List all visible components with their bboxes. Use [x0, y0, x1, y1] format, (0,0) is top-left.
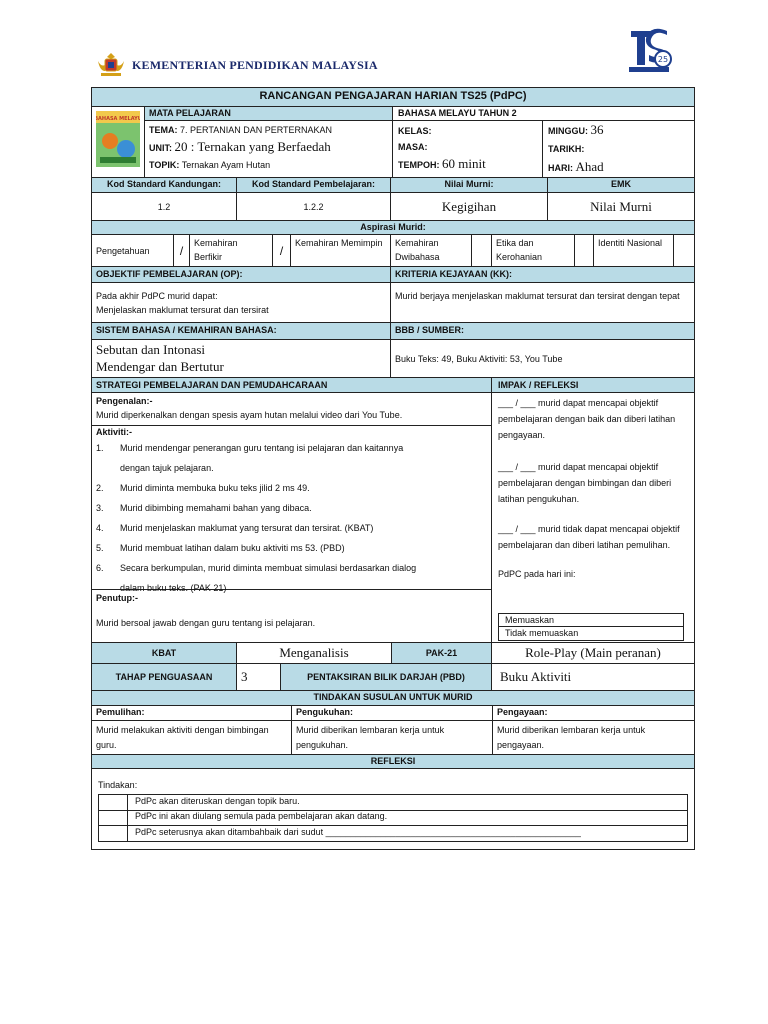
kbat-row [92, 643, 694, 664]
pengukuhan-text: Murid diberikan lembaran kerja untuk pengukuhan. [292, 721, 493, 754]
kod-sk-value: 1.2 [92, 193, 237, 220]
sistem-header-row [92, 323, 694, 340]
pak21-value: Role-Play (Main peranan) [525, 645, 661, 660]
pdpc-label: PdPC pada hari ini: [498, 569, 576, 579]
aktiviti-item: 4. Murid menjelaskan maklumat yang tersurat dan tersirat. (KBAT) [96, 523, 374, 533]
book-cover-text: BAHASA MELAYU [96, 116, 140, 122]
aspirasi-tick-1: / [174, 235, 190, 266]
emk-value: Nilai Murni [590, 198, 652, 214]
ministry-title: KEMENTERIAN PENDIDIKAN MALAYSIA [132, 58, 378, 72]
masa-label: MASA: [398, 142, 428, 152]
pemulihan-label: Pemulihan: [92, 706, 292, 720]
sistem-line2: Mendengar dan Bertutur [96, 359, 224, 374]
objektif-header-row [92, 267, 694, 283]
pengenalan-label: Pengenalan:- [96, 396, 153, 406]
refleksi-body [92, 769, 694, 849]
kod-sp-value: 1.2.2 [237, 193, 391, 220]
minggu-value: 36 [590, 122, 604, 137]
aspirasi-title: Aspirasi Murid: [360, 222, 426, 232]
tindakan-refleksi-label: Tindakan: [98, 780, 138, 790]
topik-value: Ternakan Ayam Hutan [181, 160, 271, 170]
kod-sk-label: Kod Standard Kandungan: [92, 178, 237, 192]
pdpc-tidak-memuaskan[interactable]: Tidak memuaskan [505, 628, 579, 638]
emk-label: EMK [611, 179, 631, 189]
aktiviti-item: dalam buku teks. (PAK 21) [120, 583, 227, 593]
op-line2: Menjelaskan maklumat tersurat dan tersirat [96, 305, 269, 315]
unit-label: UNIT: [149, 143, 172, 153]
tempoh-value: 60 minit [442, 156, 486, 171]
refleksi-option[interactable]: PdPc seterusnya akan ditambahbaik dari sudut ___________________________________________________ [99, 825, 687, 841]
aktiviti-list [96, 438, 487, 598]
kk-text: Murid berjaya menjelaskan maklumat tersurat dan tersirat dengan tepat [395, 291, 680, 301]
minggu-label: MINGGU: [548, 126, 588, 136]
pbd-label: PENTAKSIRAN BILIK DARJAH (PBD) [281, 664, 492, 690]
aspirasi-blank-1 [472, 235, 492, 266]
sistem-row [92, 340, 694, 378]
aspirasi-header-row [92, 221, 694, 235]
aktiviti-item: dengan tajuk pelajaran. [120, 463, 214, 473]
aspirasi-blank-3 [674, 235, 694, 266]
penutup-text: Murid bersoal jawab dengan guru tentang isi pelajaran. [96, 618, 316, 628]
penutup-label: Penutup:- [96, 593, 138, 603]
subject-label: MATA PELAJARAN [145, 107, 393, 121]
hari-label: HARI: [548, 163, 573, 173]
refleksi-options [98, 794, 688, 842]
pemulihan-text: Murid melakukan aktiviti dengan bimbingan guru. [92, 721, 292, 754]
malaysia-crest-icon [95, 51, 127, 79]
refleksi-label: REFLEKSI [370, 756, 416, 766]
aktiviti-item: 1. Murid mendengar penerangan guru tentang isi pelajaran dan kaitannya [96, 443, 404, 453]
pdpc-memuaskan[interactable]: Memuaskan [499, 614, 683, 627]
subject-value: BAHASA MELAYU TAHUN 2 [393, 107, 694, 121]
sistem-label: SISTEM BAHASA / KEMAHIRAN BAHASA: [92, 323, 391, 339]
aktiviti-item: 5. Murid membuat latihan dalam buku aktiviti ms 53. (PBD) [96, 543, 345, 553]
aspirasi-etika: Etika dan Kerohanian [492, 235, 575, 266]
pdpc-options [498, 613, 684, 641]
aspirasi-tick-2: / [273, 235, 291, 266]
tempoh-label: TEMPOH: [398, 160, 440, 170]
kelas-label: KELAS: [398, 126, 432, 136]
tahap-value: 3 [237, 664, 281, 690]
tindakan-header-row [92, 691, 694, 706]
aspirasi-memimpin: Kemahiran Memimpin [291, 235, 391, 266]
topik-label: TOPIK: [149, 160, 180, 170]
nilai-murni-label: Nilai Murni: [391, 178, 548, 192]
impak-3: ___ / ___ murid tidak dapat mencapai objektif pembelajaran dan diberi latihan pemulihan. [498, 524, 680, 550]
bbb-label: BBB / SUMBER: [395, 325, 464, 335]
standards-header-row [92, 178, 694, 193]
aspirasi-identiti: Identiti Nasional [594, 235, 674, 266]
svg-text:25: 25 [657, 55, 669, 64]
aspirasi-pengetahuan: Pengetahuan [92, 235, 174, 266]
impak-1: ___ / ___ murid dapat mencapai objektif pembelajaran dengan baik dan diberi latihan pengayaan. [498, 398, 676, 440]
bbb-value: Buku Teks: 49, Buku Aktiviti: 53, You Tube [395, 353, 563, 364]
book-cover [92, 107, 145, 177]
aspirasi-blank-2 [575, 235, 594, 266]
form-title: RANCANGAN PENGAJARAN HARIAN TS25 (PdPC) [259, 90, 527, 102]
kk-label: KRITERIA KEJAYAAN (KK): [395, 269, 513, 279]
tema-value: 7. PERTANIAN DAN PERTERNAKAN [180, 125, 333, 135]
ts25-logo-icon [625, 25, 673, 75]
pengayaan-label: Pengayaan: [497, 707, 548, 717]
aspirasi-dwibahasa: Kemahiran Dwibahasa [391, 235, 472, 266]
op-line1: Pada akhir PdPC murid dapat: [96, 291, 218, 301]
subject-block [92, 107, 694, 178]
tarikh-label: TARIKH: [548, 144, 585, 154]
pengukuhan-label: Pengukuhan: [292, 706, 493, 720]
pengenalan-text: Murid diperkenalkan dengan spesis ayam hutan melalui video dari You Tube. [96, 410, 403, 420]
unit-value: 20 : Ternakan yang Berfaedah [174, 139, 331, 154]
impak-2: ___ / ___ murid dapat mencapai objektif pembelajaran dengan bimbingan dan diberi latihan pengukuhan. [498, 462, 672, 504]
pbd-value: Buku Aktiviti [500, 669, 572, 684]
refleksi-option[interactable]: PdPc akan diteruskan dengan topik baru. [99, 795, 687, 811]
refleksi-header-row [92, 755, 694, 769]
strategi-label: STRATEGI PEMBELAJARAN DAN PEMUDAHCARAAN [92, 378, 492, 393]
refleksi-option[interactable]: PdPc ini akan diulang semula pada pembelajaran akan datang. [99, 810, 687, 826]
tindakan-row [92, 721, 694, 755]
tindakan-subheader-row [92, 706, 694, 721]
tahap-label: TAHAP PENGUASAAN [92, 664, 237, 690]
op-label: OBJEKTIF PEMBELAJARAN (OP): [92, 267, 391, 282]
strategi-block [92, 378, 694, 643]
aktiviti-item: 3. Murid dibimbing memahami bahan yang dibaca. [96, 503, 312, 513]
pak21-label: PAK-21 [392, 643, 492, 663]
impak-label: IMPAK / REFLEKSI [492, 378, 694, 393]
aktiviti-item: 2. Murid diminta membuka buku teks jilid 2 ms 49. [96, 483, 310, 493]
aktiviti-item: 6. Secara berkumpulan, murid diminta membuat simulasi berdasarkan dialog [96, 563, 417, 573]
aktiviti-label: Aktiviti:- [96, 427, 132, 437]
book-cover-image [96, 111, 140, 167]
sistem-line1: Sebutan dan Intonasi [96, 342, 206, 357]
tahap-row [92, 664, 694, 691]
tindakan-label: TINDAKAN SUSULAN UNTUK MURID [313, 692, 473, 702]
pengayaan-text: Murid diberikan lembaran kerja untuk pengayaan. [497, 725, 646, 750]
objektif-row [92, 283, 694, 323]
lesson-plan-form [91, 87, 695, 850]
aspirasi-berfikir: Kemahiran Berfikir [190, 235, 273, 266]
nilai-murni-value: Kegigihan [391, 193, 548, 220]
kod-sp-label: Kod Standard Pembelajaran: [237, 178, 391, 192]
tema-label: TEMA: [149, 125, 178, 135]
kbat-value: Menganalisis [237, 643, 392, 663]
title-row [92, 88, 694, 107]
aspirasi-row [92, 235, 694, 267]
kbat-label: KBAT [92, 643, 237, 663]
hari-value: Ahad [575, 159, 604, 174]
standards-value-row [92, 193, 694, 221]
